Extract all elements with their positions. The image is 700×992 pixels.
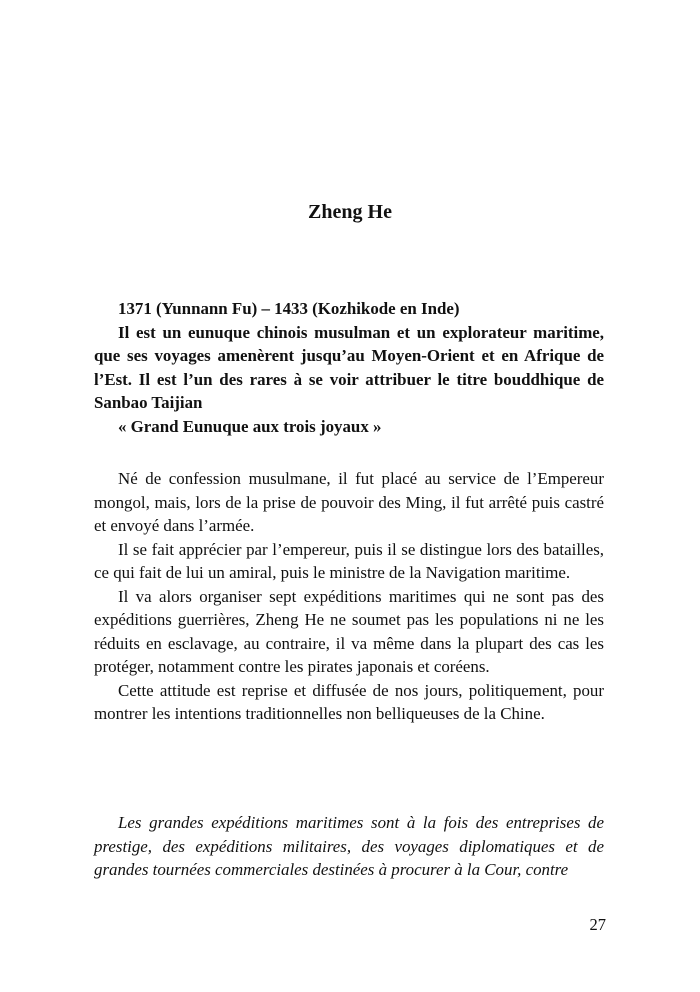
italic-block [94, 811, 604, 882]
intro-epithet: « Grand Eunuque aux trois joyaux » [118, 416, 382, 436]
page-number: 27 [589, 915, 606, 934]
intro-block [94, 297, 604, 438]
intro-description: Il est un eunuque chinois musulman et un explorateur maritime, que ses voyages amenèrent jusqu’au Moyen-Orient et en Afrique de l’Est. Il est l’un des rares à se voir attribuer le titre bouddhique de Sanbao Taijian [94, 322, 604, 412]
body-paragraph: Né de confession musulmane, il fut placé au service de l’Empereur mongol, mais, lors de la prise de pouvoir des Ming, il fut arrêté puis castré et envoyé dans l’armée. [94, 469, 604, 535]
page-title: Zheng He [308, 201, 392, 223]
body-paragraph: Cette attitude est reprise et diffusée de nos jours, politiquement, pour montrer les intentions traditionnelles non belliqueuses de la Chine. [94, 680, 604, 723]
body-paragraph: Il se fait apprécier par l’empereur, puis il se distingue lors des batailles, ce qui fait de lui un amiral, puis le ministre de la Navigation maritime. [94, 539, 604, 582]
italic-paragraph: Les grandes expéditions maritimes sont à la fois des entreprises de prestige, des expéditions militaires, des voyages diplomatiques et de grandes tournées commerciales destinées à procurer à la Cour, contre [94, 813, 604, 879]
body-block [94, 467, 604, 726]
body-paragraph: Il va alors organiser sept expéditions maritimes qui ne sont pas des expéditions guerrières, Zheng He ne soumet pas les populations ni ne les réduits en esclavage, au contraire, il va même dans la plupart des cas les protéger, notamment contre les pirates japonais et coréens. [94, 586, 604, 676]
intro-dates: 1371 (Yunnann Fu) – 1433 (Kozhikode en Inde) [118, 299, 460, 318]
